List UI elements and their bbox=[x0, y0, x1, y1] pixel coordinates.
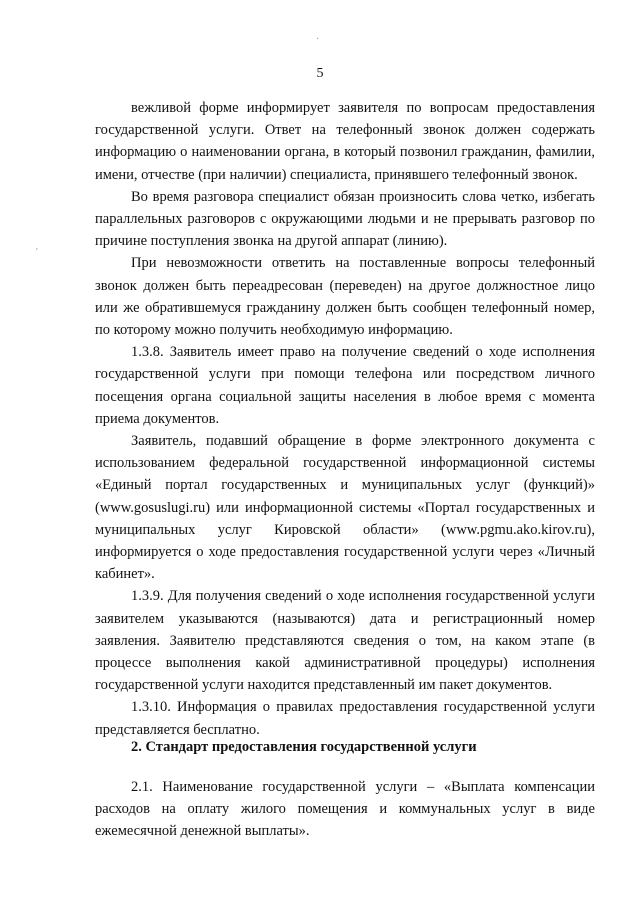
main-text-block bbox=[95, 97, 595, 741]
paragraph: 2.1. Наименование государственной услуги – «Выплата компенсации расходов на оплату жилого помещения и коммунальных услуг в виде ежемесячной денежной выплаты». bbox=[95, 779, 595, 840]
paragraph: 1.3.10. Информация о правилах предоставления государственной услуги представляется бесплатно. bbox=[95, 699, 595, 738]
section2-text-block bbox=[95, 776, 595, 843]
paragraph: Заявитель, подавший обращение в форме электронного документа с использованием федеральной государственной информационной системы «Единый портал государственных и муниципальных услуг (функций)» (www.gosuslugi.ru) или информационной системы «Портал государственных и муниципальных услуг Кировской области» (www.pgmu.ako.kirov.ru), информируется о ходе предоставления государственной услуги через «Личный кабинет». bbox=[95, 433, 595, 583]
paragraph: При невозможности ответить на поставленные вопросы телефонный звонок должен быть переадресован (переведен) на другое должностное лицо или же обратившемуся гражданину должен быть сообщен телефонный номер, по которому можно получить необходимую информацию. bbox=[95, 255, 595, 339]
page-number: 5 bbox=[316, 66, 324, 81]
scan-margin-mark: ' bbox=[36, 247, 38, 258]
paragraph: Во время разговора специалист обязан произносить слова четко, избегать параллельных разговоров с окружающими людьми и не прерывать разговор по причине поступления звонка на другой аппарат (линию). bbox=[95, 188, 595, 250]
section-heading: 2. Стандарт предоставления государственной услуги bbox=[131, 739, 477, 755]
paragraph: 1.3.8. Заявитель имеет право на получение сведений о ходе исполнения государственной услуги при помощи телефона или посредством личного посещения органа социальной защиты населения в любое время с момента приема документов. bbox=[95, 344, 595, 427]
paragraph: 1.3.9. Для получения сведений о ходе исполнения государственной услуги заявителем указываются (называются) дата и регистрационный номер заявления. Заявителю представляются сведения о том, на каком этапе (в процессе выполнения какой административной процедуры) исполнения государственной услуги находится представленный им пакет документов. bbox=[95, 588, 595, 694]
paragraph: вежливой форме информирует заявителя по вопросам предоставления государственной услуги. Ответ на телефонный звонок должен содержать информацию о наименовании органа, в который позвонил гражданин, фамилии, имени, отчестве (при наличии) специалиста, принявшего телефонный звонок. bbox=[95, 100, 595, 183]
scan-margin-mark: · bbox=[316, 34, 320, 45]
